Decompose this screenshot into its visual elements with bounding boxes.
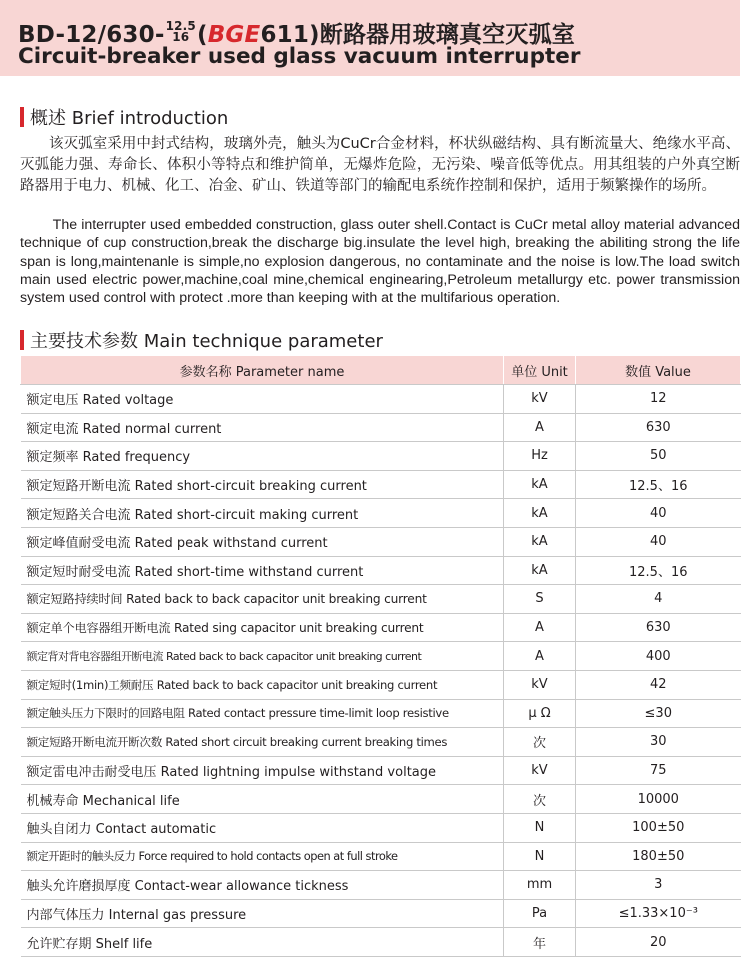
- table-row: [21, 499, 741, 528]
- param-name: 额定短路关合电流 Rated short-circuit making current: [21, 499, 504, 528]
- table-row: [21, 385, 741, 414]
- param-name: 额定背对背电容器组开断电流 Rated back to back capacitor unit breaking current: [21, 642, 504, 671]
- table-row: [21, 470, 741, 499]
- param-unit: N: [504, 813, 576, 842]
- col-header-name: 参数名称 Parameter name: [21, 356, 504, 385]
- table-header-row: [21, 356, 741, 385]
- param-unit: A: [504, 613, 576, 642]
- brief-text-en: The interrupter used embedded construction, glass outer shell.Contact is CuCr metal alloy material advanced technique of cup construction,break the discharge big.insulate the level high, breaking the abiliting strong the life span is long,maintenanle is simple,no explosion dangerous, no contaminate and the noise is low.The load switch main used electric power,machine,coal mine,chemical enginearing,Petroleum metallurgy etc. power transmission system used control with protect .more than keeping with at the multifarious operation.: [20, 217, 740, 307]
- table-row: [21, 527, 741, 556]
- param-value: 100±50: [576, 813, 741, 842]
- table-row: [21, 613, 741, 642]
- param-unit: kA: [504, 556, 576, 585]
- param-value: ≤1.33×10⁻³: [576, 899, 741, 928]
- param-unit: S: [504, 585, 576, 614]
- current-fraction: 12.5 16: [165, 18, 196, 44]
- heading-bar: [20, 330, 24, 350]
- table-row: [21, 442, 741, 471]
- param-name: 额定峰值耐受电流 Rated peak withstand current: [21, 527, 504, 556]
- param-name: 额定电压 Rated voltage: [21, 385, 504, 414]
- param-value: 180±50: [576, 842, 741, 871]
- param-name: 机械寿命 Mechanical life: [21, 785, 504, 814]
- param-name: 额定触头压力下限时的回路电阻 Rated contact pressure time-limit loop resistive: [21, 699, 504, 728]
- param-unit: mm: [504, 871, 576, 900]
- param-name: 额定开距时的触头反力 Force required to hold contacts open at full stroke: [21, 842, 504, 871]
- title-cn: 断路器用玻璃真空灭弧室: [319, 22, 575, 48]
- param-unit: A: [504, 642, 576, 671]
- param-value: ≤30: [576, 699, 741, 728]
- brand-logo: BGE: [207, 22, 261, 48]
- param-unit: 年: [504, 928, 576, 957]
- param-name: 额定单个电容器组开断电流 Rated sing capacitor unit breaking current: [21, 613, 504, 642]
- param-unit: 次: [504, 728, 576, 757]
- param-name: 额定频率 Rated frequency: [21, 442, 504, 471]
- param-value: 4: [576, 585, 741, 614]
- param-name: 额定电流 Rated normal current: [21, 413, 504, 442]
- param-unit: kA: [504, 470, 576, 499]
- table-row: [21, 756, 741, 785]
- param-name: 额定短路开断电流 Rated short-circuit breaking current: [21, 470, 504, 499]
- table-row: [21, 813, 741, 842]
- param-value: 12.5、16: [576, 470, 741, 499]
- brief-heading: 概述 Brief introduction: [20, 104, 228, 130]
- heading-bar: [20, 107, 24, 127]
- param-name: 额定短路开断电流开断次数 Rated short circuit breaking current breaking times: [21, 728, 504, 757]
- param-value: 40: [576, 499, 741, 528]
- param-name: 额定短路持续时间 Rated back to back capacitor unit breaking current: [21, 585, 504, 614]
- param-unit: μ Ω: [504, 699, 576, 728]
- param-value: 12.5、16: [576, 556, 741, 585]
- param-name: 额定雷电冲击耐受电压 Rated lightning impulse withstand voltage: [21, 756, 504, 785]
- params-heading: 主要技术参数 Main technique parameter: [20, 327, 383, 353]
- param-unit: kV: [504, 670, 576, 699]
- table-row: [21, 842, 741, 871]
- brief-text-cn: 该灭弧室采用中封式结构，玻璃外壳，触头为CuCr合金材料，杯状纵磁结构、具有断流量大、绝缘水平高、灭弧能力强、寿命长、体积小等特点和维护简单，无爆炸危险，无污染、噪音低等优点。用其组装的户外真空断路器用于电力、机械、化工、冶金、矿山、铁道等部门的输配电系统作控制和保护，适用于频繁操作的场所。: [20, 136, 740, 194]
- param-unit: kV: [504, 385, 576, 414]
- table-row: [21, 728, 741, 757]
- table-row: [21, 642, 741, 671]
- param-value: 400: [576, 642, 741, 671]
- col-header-value: 数值 Value: [576, 356, 741, 385]
- table-row: [21, 699, 741, 728]
- param-value: 630: [576, 413, 741, 442]
- param-value: 10000: [576, 785, 741, 814]
- title-en: Circuit-breaker used glass vacuum interrupter: [18, 44, 581, 69]
- param-unit: N: [504, 842, 576, 871]
- param-value: 40: [576, 527, 741, 556]
- title-model: BD-12/630- 12.5 16 (BGE611)断路器用玻璃真空灭弧室: [18, 18, 575, 48]
- param-unit: kA: [504, 527, 576, 556]
- param-value: 20: [576, 928, 741, 957]
- param-value: 75: [576, 756, 741, 785]
- param-name: 内部气体压力 Internal gas pressure: [21, 899, 504, 928]
- param-value: 30: [576, 728, 741, 757]
- param-unit: Hz: [504, 442, 576, 471]
- param-name: 额定短时(1min)工频耐压 Rated back to back capacitor unit breaking current: [21, 670, 504, 699]
- param-value: 12: [576, 385, 741, 414]
- table-row: [21, 899, 741, 928]
- param-unit: A: [504, 413, 576, 442]
- param-value: 42: [576, 670, 741, 699]
- param-value: 3: [576, 871, 741, 900]
- param-unit: kV: [504, 756, 576, 785]
- table-row: [21, 670, 741, 699]
- param-name: 触头允许磨损厚度 Contact-wear allowance tickness: [21, 871, 504, 900]
- param-value: 50: [576, 442, 741, 471]
- param-name: 允许贮存期 Shelf life: [21, 928, 504, 957]
- param-unit: kA: [504, 499, 576, 528]
- param-unit: 次: [504, 785, 576, 814]
- parameter-table: [20, 355, 741, 957]
- table-row: [21, 871, 741, 900]
- col-header-unit: 单位 Unit: [504, 356, 576, 385]
- param-name: 触头自闭力 Contact automatic: [21, 813, 504, 842]
- table-row: [21, 928, 741, 957]
- table-row: [21, 413, 741, 442]
- table-row: [21, 785, 741, 814]
- param-unit: Pa: [504, 899, 576, 928]
- table-row: [21, 556, 741, 585]
- param-value: 630: [576, 613, 741, 642]
- table-row: [21, 585, 741, 614]
- param-name: 额定短时耐受电流 Rated short-time withstand current: [21, 556, 504, 585]
